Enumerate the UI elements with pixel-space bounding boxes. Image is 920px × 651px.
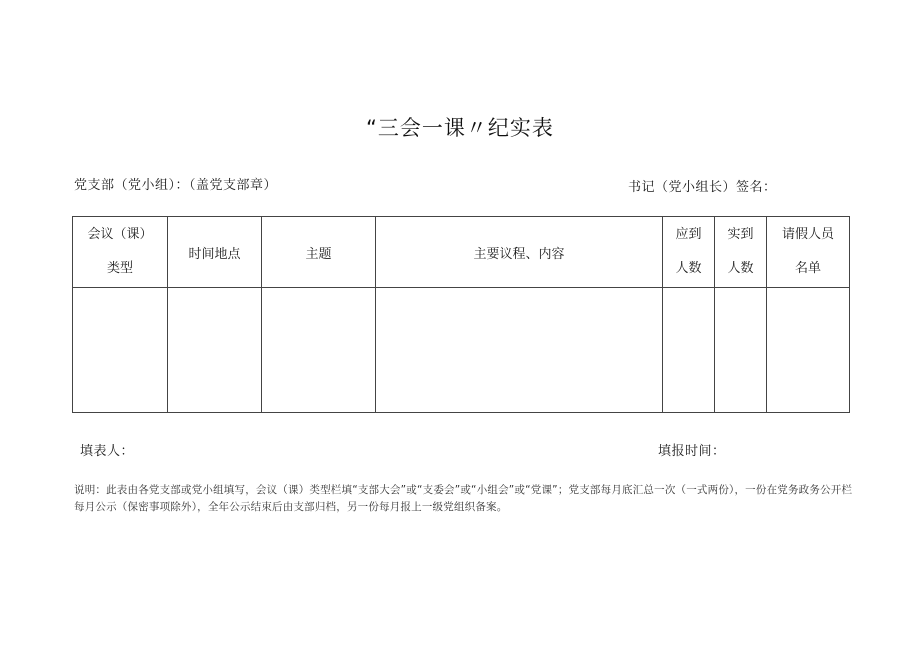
column-header-agenda bbox=[376, 217, 663, 288]
page-title: “三会一课〃纪实表 bbox=[366, 116, 554, 140]
filler-label: 填表人： bbox=[80, 444, 135, 459]
cell-meeting-type[interactable] bbox=[73, 288, 168, 413]
column-header-meeting-type bbox=[73, 217, 168, 288]
column-header-line2: 类型 bbox=[106, 261, 133, 276]
column-header-time-place bbox=[168, 217, 262, 288]
column-header-label: 主要议程、内容 bbox=[473, 246, 565, 262]
fill-time-label: 填报时间： bbox=[658, 444, 726, 459]
cell-time-place[interactable] bbox=[168, 288, 262, 413]
cell-agenda[interactable] bbox=[376, 288, 663, 413]
column-header-line1: 请假人员 bbox=[781, 227, 834, 242]
party-branch-label: 党支部（党小组）：（盖党支部章） bbox=[74, 178, 278, 193]
cell-expected-count[interactable] bbox=[663, 288, 715, 413]
column-header-label: 主题 bbox=[305, 246, 332, 262]
record-table bbox=[72, 216, 850, 413]
column-header-theme bbox=[262, 217, 376, 288]
cell-leave-list[interactable] bbox=[767, 288, 850, 413]
cell-theme[interactable] bbox=[262, 288, 376, 413]
cell-actual-count[interactable] bbox=[715, 288, 767, 413]
secretary-signature-label: 书记（党小组长）签名： bbox=[628, 180, 777, 195]
column-header-expected-count bbox=[663, 217, 715, 288]
instructions-note: 说明：此表由各党支部或党小组填写，会议（课）类型栏填“支部大会”或“支委会”或“小组会”或“党课”；党支部每月底汇总一次（一式两份），一份在党务政务公开栏每月公示（保密事项除外），全年公示结束后由支部归档，另一份每月报上一级党组织备案。 bbox=[74, 484, 853, 513]
column-header-line1: 实到 bbox=[727, 227, 754, 242]
column-header-line1: 会议（课） bbox=[87, 227, 153, 242]
column-header-line1: 应到 bbox=[675, 227, 702, 242]
column-header-actual-count bbox=[715, 217, 767, 288]
column-header-line2: 人数 bbox=[675, 261, 702, 276]
table-header-row bbox=[73, 217, 850, 288]
column-header-leave-list bbox=[767, 217, 850, 288]
table-row bbox=[73, 288, 850, 413]
column-header-label: 时间地点 bbox=[188, 246, 241, 262]
column-header-line2: 人数 bbox=[727, 261, 754, 276]
column-header-line2: 名单 bbox=[794, 261, 821, 276]
